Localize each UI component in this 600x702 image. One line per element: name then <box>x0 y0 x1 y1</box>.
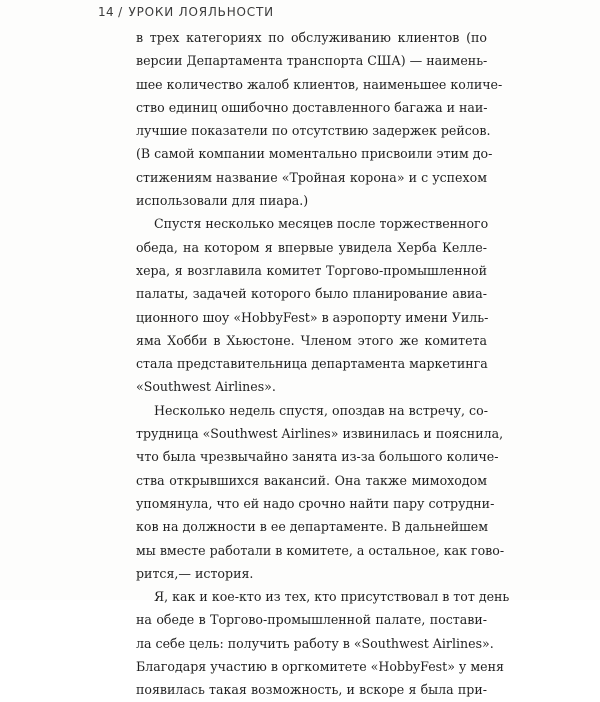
text-line: ков на должности в ее департаменте. В дальнейшем <box>136 519 489 535</box>
text-line: стижениям название «Тройная корона» и с успехом <box>136 169 487 185</box>
text-line: «Southwest Airlines». <box>136 379 276 395</box>
text-line: версии Департамента транспорта США) — наимень- <box>136 53 488 69</box>
text-line: лучшие показатели по отсутствию задержек рейсов. <box>136 123 491 139</box>
text-line: упомянула, что ей надо срочно найти пару сотрудни- <box>136 495 495 511</box>
text-line: ционного шоу «HobbyFest» в аэропорту имени Уиль- <box>136 309 489 325</box>
running-header <box>98 5 274 19</box>
header-separator: / <box>118 5 123 19</box>
text-line: хера, я возглавила комитет Торгово-промышленной <box>136 262 487 278</box>
text-line: мы вместе работали в комитете, а остальное, как гово- <box>136 542 505 558</box>
text-line: Несколько недель спустя, опоздав на встречу, со- <box>154 402 488 418</box>
text-line: ства открывшихся вакансий. Она также мимоходом <box>136 472 487 488</box>
text-line: обеда, на котором я впервые увидела Херба Келле- <box>136 239 487 255</box>
body-text <box>136 26 510 702</box>
text-line: ла себе цель: получить работу в «Southwest Airlines». <box>136 635 494 651</box>
text-line: ство единиц ошибочно доставленного багажа и наи- <box>136 99 488 115</box>
text-line: Спустя несколько месяцев после торжественного <box>154 216 489 232</box>
text-line: трудница «Southwest Airlines» извинилась и пояснила, <box>136 426 504 442</box>
text-line: стала представительница департамента маркетинга <box>136 356 488 372</box>
text-line: рится,— история. <box>136 565 254 581</box>
running-title: УРОКИ ЛОЯЛЬНОСТИ <box>128 5 274 19</box>
page-number: 14 <box>98 5 115 19</box>
text-line: палаты, задачей которого было планирование авиа- <box>136 286 487 302</box>
text-line: (В самой компании моментально присвоили этим до- <box>136 146 493 162</box>
text-line: что была чрезвычайно занята из-за большого количе- <box>136 449 499 465</box>
text-line: на обеде в Торгово-промышленной палате, постави- <box>136 612 487 628</box>
text-line: в трех категориях по обслуживанию клиентов (по <box>136 30 487 45</box>
text-line: появилась такая возможность, и вскоре я была при- <box>136 682 487 698</box>
text-line: шее количество жалоб клиентов, наименьшее количе- <box>136 76 503 92</box>
text-line: использовали для пиара.) <box>136 193 309 209</box>
text-line: Благодаря участию в оргкомитете «HobbyFest» у меня <box>136 659 504 675</box>
text-line: Я, как и кое-кто из тех, кто присутствовал в тот день <box>154 589 510 605</box>
text-line: яма Хобби в Хьюстоне. Членом этого же комитета <box>136 332 487 348</box>
